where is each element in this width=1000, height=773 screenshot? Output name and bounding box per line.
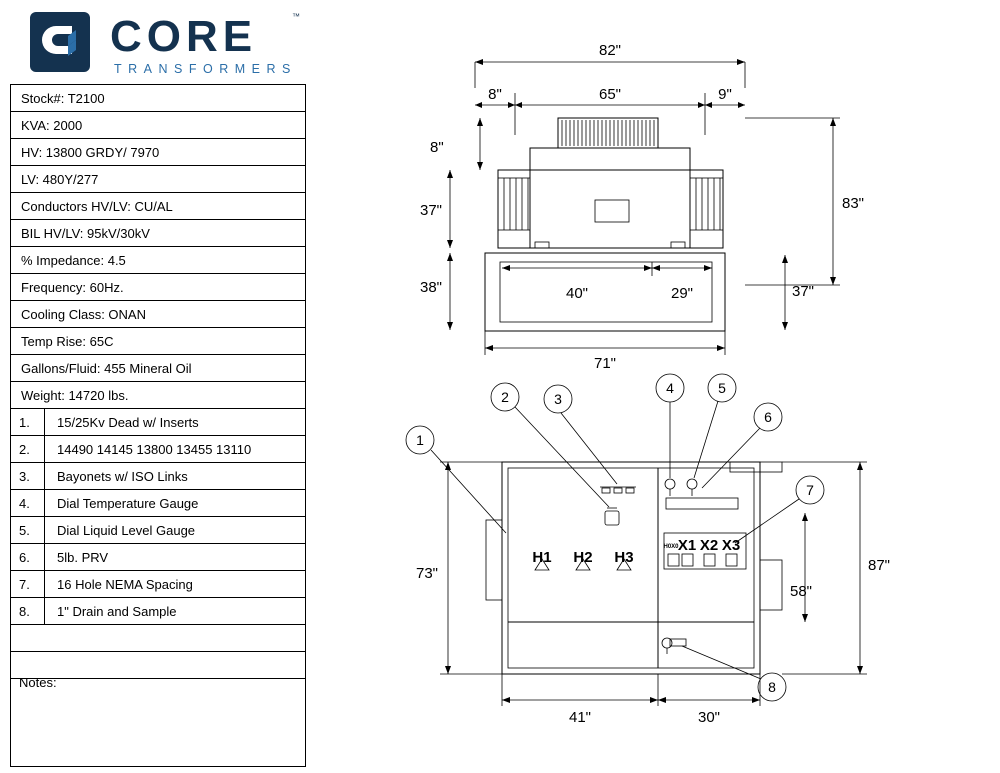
spec-value: Weight: 14720 lbs. [21, 387, 129, 403]
spec-row [11, 328, 305, 355]
table-row [11, 544, 305, 571]
top-view-bushing-block [558, 118, 658, 148]
spec-row [11, 247, 305, 274]
dim-value: 37" [792, 283, 815, 300]
item-description: Dial Temperature Gauge [57, 495, 199, 511]
front-view-body [502, 462, 760, 674]
brand-logo [14, 6, 304, 80]
table-row [11, 598, 305, 625]
spec-row [11, 112, 305, 139]
top-view-outer-body [498, 170, 723, 248]
spec-row [11, 166, 305, 193]
spec-value: Temp Rise: 65C [21, 333, 114, 349]
dim-value: 87" [868, 557, 891, 574]
dial-liquid-level-gauge-icon [687, 479, 697, 496]
top-view-hatching [562, 120, 654, 146]
dim-panel-height [802, 513, 808, 622]
dim-front-overall-height [782, 462, 867, 674]
item-number: 4. [11, 490, 45, 516]
hv-terminal-label: H2 [573, 549, 593, 566]
dim-value: 65" [598, 86, 622, 103]
item-description: 15/25Kv Dead w/ Inserts [57, 414, 199, 430]
lv-neutral-label: H0X0 [663, 544, 679, 550]
spec-value: HV: 13800 GRDY/ 7970 [21, 144, 160, 160]
balloon-1 [406, 426, 506, 533]
dim-overall-width [475, 59, 745, 88]
dim-value: 38" [420, 279, 443, 296]
dim-front-widths [502, 674, 760, 706]
logo-wordmark: CORE [110, 12, 258, 61]
spec-row [11, 355, 305, 382]
top-tab [730, 462, 782, 472]
lv-terminal-board [663, 533, 746, 569]
balloon-label: 3 [554, 391, 562, 407]
item-description: Bayonets w/ ISO Links [57, 468, 188, 484]
table-row [11, 409, 305, 436]
notes-label: Notes: [19, 675, 57, 690]
item-number: 2. [11, 436, 45, 462]
balloon-7 [735, 476, 824, 543]
dial-temperature-gauge-icon [665, 479, 675, 496]
notes-box [10, 671, 306, 767]
item-number: 3. [11, 463, 45, 489]
table-row [11, 436, 305, 463]
item-number: 7. [11, 571, 45, 597]
lv-terminal-label: X3 [721, 537, 741, 554]
drawing-canvas [330, 0, 1000, 773]
dim-base-split [502, 262, 712, 276]
radiator-right [690, 178, 723, 230]
spec-row [11, 139, 305, 166]
lv-terminal-label: X1 [677, 537, 697, 554]
balloon-label: 2 [501, 389, 509, 405]
prv-icon [605, 508, 619, 525]
dim-value: 82" [598, 42, 622, 59]
spec-value: Stock#: T2100 [21, 90, 105, 106]
bayonet-detail [600, 487, 636, 493]
spec-value: KVA: 2000 [21, 117, 83, 133]
table-row [11, 517, 305, 544]
dim-value: 9" [718, 86, 732, 103]
logo-trademark: ™ [292, 12, 300, 21]
balloon-label: 5 [718, 380, 726, 396]
table-row [11, 490, 305, 517]
dim-value: 41" [568, 709, 592, 726]
balloon-label: 7 [806, 482, 814, 498]
spec-value: Gallons/Fluid: 455 Mineral Oil [21, 360, 192, 376]
table-row-blank [11, 625, 305, 652]
dim-value: 8" [488, 86, 502, 103]
dim-value: 30" [697, 709, 721, 726]
item-number: 1. [11, 409, 45, 435]
spec-value: Cooling Class: ONAN [21, 306, 146, 322]
spec-value: Conductors HV/LV: CU/AL [21, 198, 173, 214]
item-description: 5lb. PRV [57, 549, 109, 565]
dim-value: 58" [790, 583, 813, 600]
table-row [11, 571, 305, 598]
dim-value: 8" [430, 139, 444, 156]
core-c-logo-icon [28, 10, 92, 74]
table-row [11, 463, 305, 490]
dim-value: 71" [593, 355, 617, 372]
dim-value: 83" [842, 195, 865, 212]
spec-row [11, 193, 305, 220]
item-description: 16 Hole NEMA Spacing [57, 576, 193, 592]
balloon-label: 6 [764, 409, 772, 425]
balloon-label: 8 [768, 679, 776, 695]
hv-terminal-label: H3 [614, 549, 634, 566]
item-number: 6. [11, 544, 45, 570]
spec-value: % Impedance: 4.5 [21, 252, 126, 268]
hv-terminal-label: H1 [532, 549, 552, 566]
right-side-tab [760, 560, 782, 610]
balloon-2 [491, 383, 609, 507]
dim-base-width [485, 331, 725, 355]
item-description: 1" Drain and Sample [57, 603, 177, 619]
spec-value: BIL HV/LV: 95kV/30kV [21, 225, 150, 241]
item-description: Dial Liquid Level Gauge [57, 522, 196, 538]
left-side-tab [486, 520, 502, 600]
balloon-6 [702, 403, 782, 488]
top-view-cover [530, 148, 690, 248]
dim-vertical-left [447, 118, 483, 330]
spec-row [11, 220, 305, 247]
front-view [406, 374, 890, 726]
nameplate [595, 200, 629, 222]
spec-row [11, 274, 305, 301]
lug-right [671, 242, 685, 248]
spec-row [11, 301, 305, 328]
spec-row [11, 85, 305, 112]
item-description: 14490 14145 13800 13455 13110 [57, 441, 252, 457]
specification-table [10, 84, 306, 679]
spec-value: Frequency: 60Hz. [21, 279, 124, 295]
dim-value: 29" [670, 285, 694, 302]
transformer-drawing [330, 0, 1000, 773]
lug-left [535, 242, 549, 248]
hv-bushing-group [532, 549, 633, 570]
spec-value: LV: 480Y/277 [21, 171, 99, 187]
dim-value: 73" [416, 565, 439, 582]
lv-terminal-label: X2 [699, 537, 719, 554]
balloon-3 [544, 385, 617, 484]
spec-row [11, 382, 305, 409]
prv-top-icon [666, 498, 738, 509]
dim-value: 37" [420, 202, 443, 219]
logo-tagline: TRANSFORMERS [114, 62, 297, 76]
radiator-left [498, 178, 530, 230]
top-view [420, 42, 864, 372]
item-number: 5. [11, 517, 45, 543]
dim-value: 40" [565, 285, 589, 302]
balloon-label: 4 [666, 380, 674, 396]
balloon-label: 1 [416, 432, 424, 448]
item-number: 8. [11, 598, 45, 624]
